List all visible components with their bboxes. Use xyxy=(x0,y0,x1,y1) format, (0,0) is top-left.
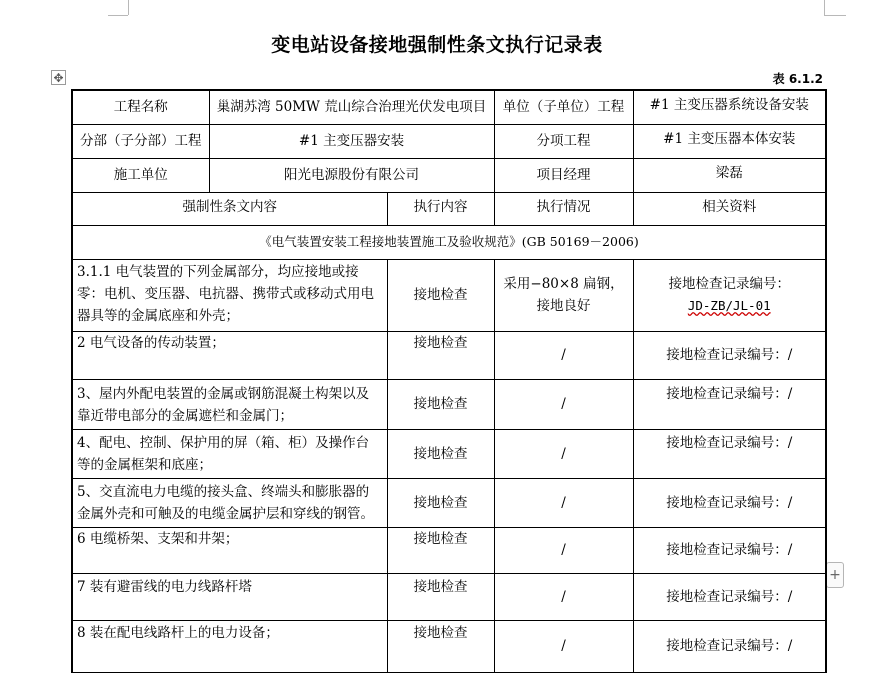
table-move-handle[interactable] xyxy=(51,70,66,85)
header-row-project xyxy=(72,90,826,124)
clause-action: 接地检查 xyxy=(387,573,494,620)
clause-row xyxy=(72,331,826,379)
table-expand-handle[interactable] xyxy=(826,562,844,588)
unit-value[interactable]: #1 主变压器系统设备安装 xyxy=(633,90,826,124)
clause-related-docs[interactable]: 接地检查记录编号：/ xyxy=(633,527,826,573)
clause-status[interactable]: / xyxy=(494,620,633,672)
record-number-ref xyxy=(638,295,822,317)
column-execution-content: 执行内容 xyxy=(387,192,494,225)
clause-content: 7 装有避雷线的电力线路杆塔 xyxy=(72,573,387,620)
item-value[interactable]: #1 主变压器本体安装 xyxy=(633,124,826,158)
clause-action: 接地检查 xyxy=(387,331,494,379)
division-label: 分部（子分部）工程 xyxy=(72,124,209,158)
clause-related-docs[interactable]: 接地检查记录编号：/ xyxy=(633,620,826,672)
clause-status[interactable]: / xyxy=(494,478,633,527)
clause-related-docs[interactable]: 接地检查记录编号：/ xyxy=(633,331,826,379)
clause-content: 6 电缆桥架、支架和井架； xyxy=(72,527,387,573)
clause-action: 接地检查 xyxy=(387,527,494,573)
column-execution-status: 执行情况 xyxy=(494,192,633,225)
clause-row xyxy=(72,259,826,331)
clause-related-docs[interactable]: 接地检查记录编号：/ xyxy=(633,429,826,478)
clause-row xyxy=(72,478,826,527)
clause-row xyxy=(72,620,826,672)
manager-label: 项目经理 xyxy=(494,158,633,192)
clause-action: 接地检查 xyxy=(387,259,494,331)
move-cross-icon: ✥ xyxy=(53,71,64,85)
clause-related-docs[interactable] xyxy=(633,259,826,331)
clause-content: 2 电气设备的传动装置； xyxy=(72,331,387,379)
record-table xyxy=(71,89,827,673)
clause-content: 4、配电、控制、保护用的屏（箱、柜）及操作台等的金属框架和底座； xyxy=(72,429,387,478)
clause-status[interactable]: / xyxy=(494,527,633,573)
table-number: 表 6.1.2 xyxy=(772,72,823,86)
page-corner-mark xyxy=(824,0,825,15)
clause-related-docs[interactable]: 接地检查记录编号：/ xyxy=(633,573,826,620)
clause-content: 8 装在配电线路杆上的电力设备； xyxy=(72,620,387,672)
contractor-label: 施工单位 xyxy=(72,158,209,192)
contractor-value[interactable]: 阳光电源股份有限公司 xyxy=(209,158,494,192)
division-value[interactable]: #1 主变压器安装 xyxy=(209,124,494,158)
clause-related-docs[interactable]: 接地检查记录编号：/ xyxy=(633,379,826,429)
clause-status[interactable]: / xyxy=(494,573,633,620)
clause-row xyxy=(72,429,826,478)
clause-row xyxy=(72,573,826,620)
project-name-label: 工程名称 xyxy=(72,90,209,124)
clause-content: 3.1.1 电气装置的下列金属部分，均应接地或接零：电机、变压器、电抗器、携带式或移动式用电器具等的金属底座和外壳； xyxy=(72,259,387,331)
page-corner-mark xyxy=(128,0,129,15)
record-number-label: 接地检查记录编号： xyxy=(668,276,790,292)
header-row-contractor xyxy=(72,158,826,192)
clause-status[interactable]: 采用−80×8 扁钢，接地良好 xyxy=(494,259,633,331)
column-header-row xyxy=(72,192,826,225)
page-corner-mark xyxy=(824,15,846,16)
clause-action: 接地检查 xyxy=(387,620,494,672)
standard-title: 《电气装置安装工程接地装置施工及验收规范》(GB 50169－2006) xyxy=(72,225,826,259)
clause-status[interactable]: / xyxy=(494,379,633,429)
clause-related-docs[interactable]: 接地检查记录编号：/ xyxy=(633,478,826,527)
unit-label: 单位（子单位）工程 xyxy=(494,90,633,124)
clause-row xyxy=(72,527,826,573)
header-row-division xyxy=(72,124,826,158)
clause-status[interactable]: / xyxy=(494,331,633,379)
clause-action: 接地检查 xyxy=(387,429,494,478)
record-number-value: JD-ZB/JL-01 xyxy=(687,298,771,313)
standard-row xyxy=(72,225,826,259)
clause-status[interactable]: / xyxy=(494,429,633,478)
clause-action: 接地检查 xyxy=(387,478,494,527)
plus-icon: + xyxy=(829,567,841,583)
clause-action: 接地检查 xyxy=(387,379,494,429)
clause-row xyxy=(72,379,826,429)
project-name-value[interactable]: 巢湖苏湾 50MW 荒山综合治理光伏发电项目 xyxy=(209,90,494,124)
clause-content: 3、屋内外配电装置的金属或钢筋混凝土构架以及靠近带电部分的金属遮栏和金属门； xyxy=(72,379,387,429)
item-label: 分项工程 xyxy=(494,124,633,158)
page-corner-mark xyxy=(108,15,128,16)
clause-content: 5、交直流电力电缆的接头盒、终端头和膨胀器的金属外壳和可触及的电缆金属护层和穿线的钢管。 xyxy=(72,478,387,527)
column-related-docs: 相关资料 xyxy=(633,192,826,225)
manager-value[interactable]: 梁磊 xyxy=(633,158,826,192)
column-content: 强制性条文内容 xyxy=(72,192,387,225)
document-title: 变电站设备接地强制性条文执行记录表 xyxy=(271,34,603,56)
